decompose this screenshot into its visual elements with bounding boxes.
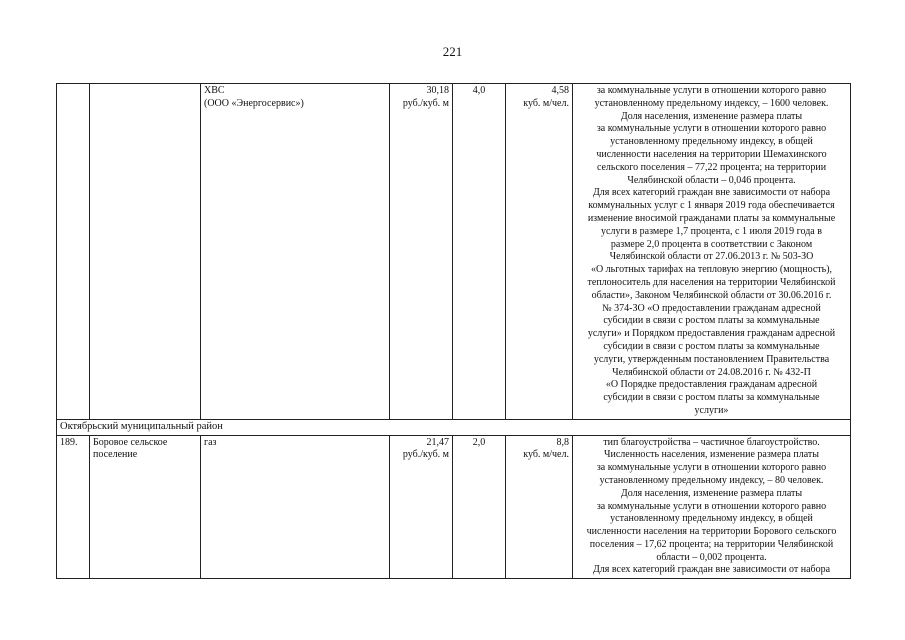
note-line: за коммунальные услуги в отношении которого равно [596,500,827,512]
note-line: теплоноситель для населения на территории Челябинской [587,276,836,288]
note-line: поселения – 17,62 процента; на территории Челябинской [589,538,834,550]
section-title: Октябрьский муниципальный район [57,419,851,435]
note-cell [573,84,851,420]
note-line: размере 2,0 процента в соответствии с Законом [610,238,813,250]
resource-cell [201,435,390,579]
note-line: «О льготных тарифах на тепловую энергию (мощность), [590,264,833,276]
note-line: установленному предельному индексу, – 80 человек. [599,474,824,486]
settlement-cell [90,84,201,420]
note-line: Доля населения, изменение размера платы [620,487,803,499]
note-line: изменение вносимой гражданами платы за коммунальные [587,212,836,224]
note-line: Челябинской области от 24.08.2016 г. № 432-П [612,366,811,378]
volume-unit: куб. м/чел. [523,449,569,461]
tariff-cell [390,84,453,420]
table-row [57,435,851,579]
note-line: № 374-ЗО «О предоставлении гражданам адресной [602,302,821,314]
volume-cell [506,84,573,420]
note-line: субсидии в связи с ростом платы за коммунальные [603,392,820,404]
tariff-table [56,83,851,579]
resource-line: ХВС [204,85,225,96]
note-line: услуги, утвержденным постановлением Правительства [593,353,830,365]
note-line: коммунальных услуг с 1 января 2019 года обеспечивается [588,200,835,212]
volume-value: 4,58 [551,85,569,96]
note-line: Челябинской области – 0,046 процента. [627,174,796,186]
page-number: 221 [442,44,463,59]
note-line: Численность населения, изменение размера платы [604,449,819,461]
note-line: за коммунальные услуги в отношении которого равно [596,123,827,135]
tariff-cell [390,435,453,579]
note-line: области – 0,002 процента. [656,551,767,563]
note-line: за коммунальные услуги в отношении которого равно [596,85,827,96]
index-cell: 4,0 [453,84,506,420]
volume-cell [506,435,573,579]
tariff-unit: руб./куб. м [402,449,449,461]
volume-unit: куб. м/чел. [523,97,569,109]
section-row [57,419,851,435]
note-line: Для всех категорий граждан вне зависимости от набора [592,564,831,576]
resource-line: (ООО «Энергосервис») [204,97,304,109]
note-line: численности населения на территории Борового сельского [586,526,837,538]
note-line: Доля населения, изменение размера платы [620,110,803,122]
row-number-cell: 189. [57,435,90,579]
resource-line: газ [204,436,217,448]
note-line: за коммунальные услуги в отношении которого равно [596,462,827,474]
note-line: «О Порядке предоставления гражданам адресной [605,379,818,391]
note-line: численности населения на территории Шемахинского [596,148,827,160]
tariff-unit: руб./куб. м [402,97,449,109]
note-line: установленному предельному индексу, – 1600 человек. [594,97,829,109]
volume-value: 8,8 [556,436,569,448]
note-cell [573,435,851,579]
note-line: услуги» [694,404,729,416]
tariff-value: 21,47 [426,436,449,448]
table-row [57,84,851,420]
note-line: субсидии в связи с ростом платы за коммунальные [603,340,820,352]
note-line: тип благоустройства – частичное благоустройство. [603,436,820,448]
settlement-cell [90,435,201,579]
row-number-cell [57,84,90,420]
note-line: Для всех категорий граждан вне зависимости от набора [592,187,831,199]
index-cell: 2,0 [453,435,506,579]
note-line: области», Законом Челябинской области от 30.06.2016 г. [591,289,832,301]
note-line: сельского поселения – 77,22 процента; на территории [596,161,827,173]
resource-cell [201,84,390,420]
note-line: субсидии в связи с ростом платы за коммунальные [603,315,820,327]
tariff-value: 30,18 [426,85,449,96]
note-line: установленному предельному индексу, в общей [610,136,813,148]
note-line: установленному предельному индексу, в общей [610,513,813,525]
settlement-line: поселение [93,449,138,461]
note-line: услуги» и Порядком предоставления гражданам адресной [587,328,836,340]
settlement-line: Боровое сельское [93,436,168,448]
note-line: Челябинской области от 27.06.2013 г. № 503-ЗО [609,251,814,263]
note-line: услуги в размере 1,7 процента, с 1 июля 2019 года в [601,225,822,237]
